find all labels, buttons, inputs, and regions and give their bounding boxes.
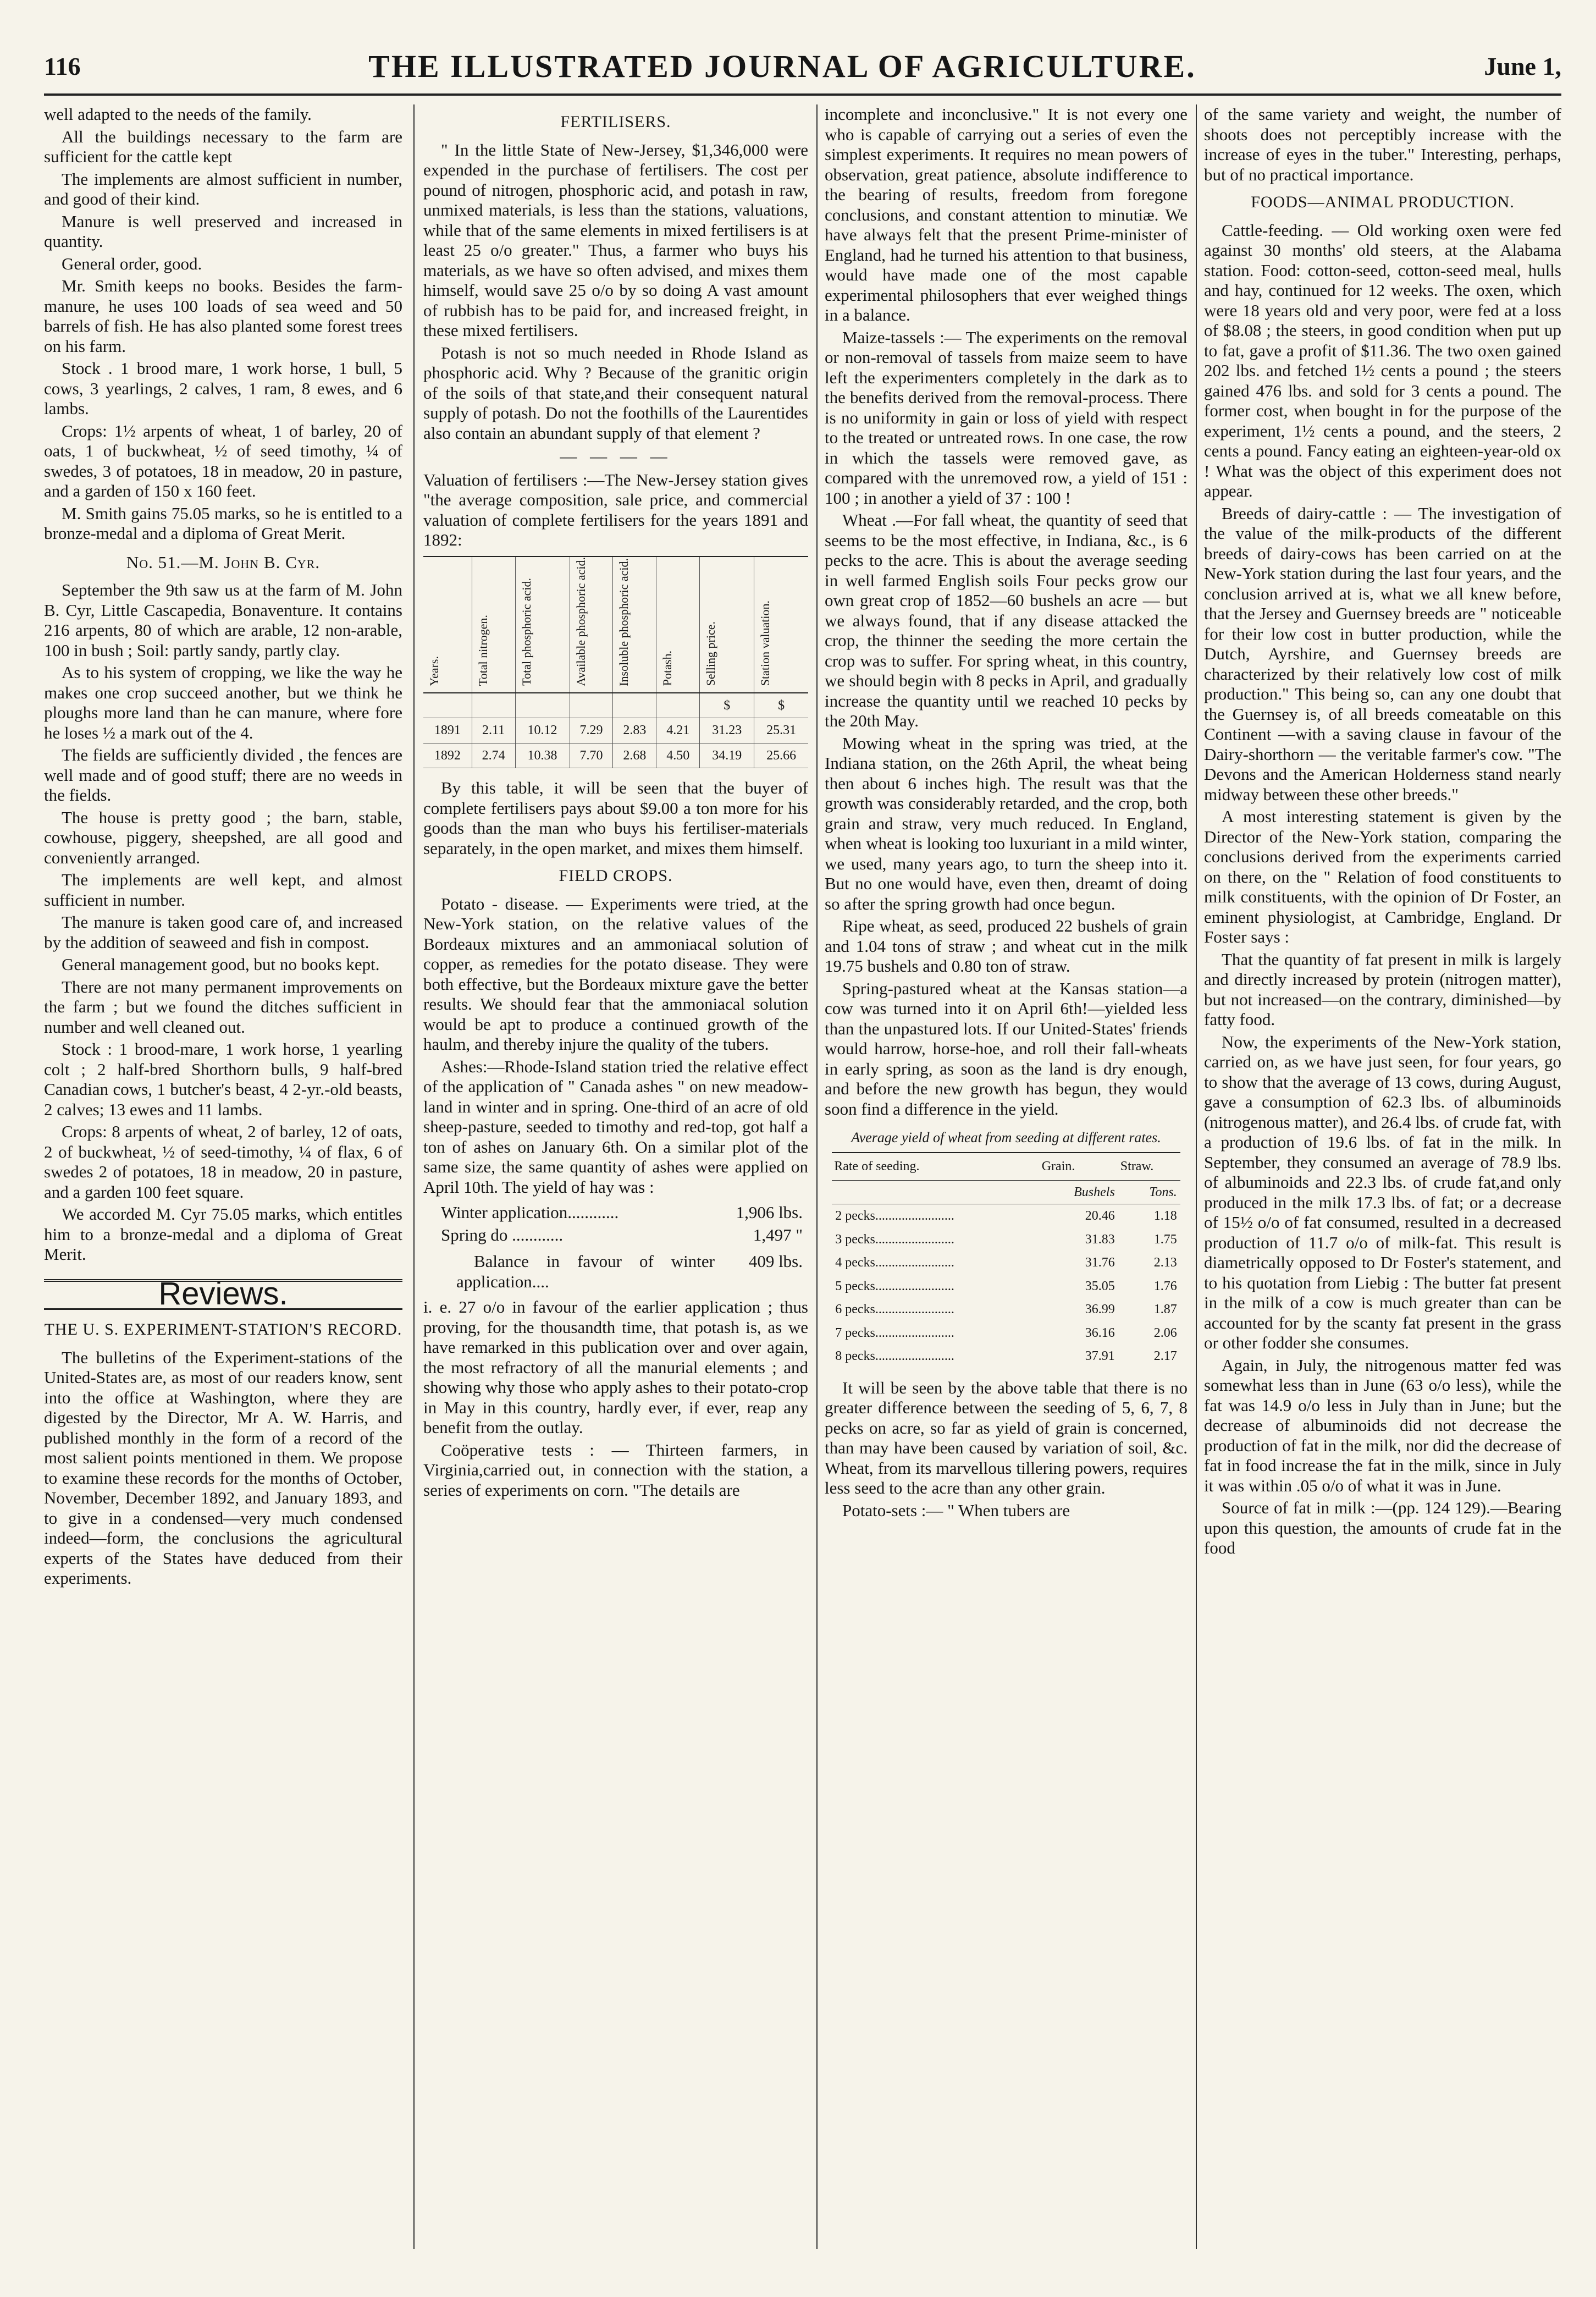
table-unit: Bushels [1040,1180,1118,1204]
paragraph: M. Smith gains 75.05 marks, so he is entitled to a bronze-medal and a diploma of Great Merit. [44,503,402,543]
table-header-label: Years. [427,656,441,686]
record-intro [44,1348,402,1589]
farm-report-smith [44,104,402,544]
separator: — — — — [560,447,672,466]
valuation-conclusion [423,778,808,858]
table-row [423,743,808,768]
paragraph: Wheat .—For fall wheat, the quantity of seed that seems to be the most effective, in Indiana, &c., is 6 pecks to the acre. This is about the average seeding in well farmed English soils Four pecks grow our own great crop of 1852—60 bushels an acre — but we always found, that if any disease attacked the crop, the thinner the seeding the more certain the crop was to suffer. For spring wheat, in this country, we should begin with 8 pecks in April, and gradually increase the quantity until we reached 10 pecks by the 20th May. [825,510,1188,730]
table-header-label: Available phosphoric acid. [573,557,588,686]
table-row [832,1321,1180,1345]
table-unit [423,693,472,718]
paragraph: The fields are sufficiently divided , the fences are well made and of good stuff; there are no weeds in the fields. [44,745,402,805]
table-cell: 1.18 [1153,1209,1177,1223]
paragraph: Manure is well preserved and increased in quantity. [44,211,402,251]
section-heading-record: THE U. S. EXPERIMENT-STATION'S RECORD. [44,1320,402,1338]
table-cell: 37.91 [1085,1349,1115,1363]
table-cell: 25.66 [754,743,808,768]
field-crops-continued [825,104,1188,1119]
table-cell: 2.11 [472,718,515,743]
table-cell: 2.13 [1153,1255,1177,1270]
paragraph: Potash is not so much needed in Rhode Island as phosphoric acid. Why ? Because of the granitic origin of the soils of that state,and their consequent natural supply of potash. Do not the foothills of the Laurentides also contain an abundant supply of that element ? [423,343,808,443]
wheat-conclusion [825,1378,1188,1521]
paragraph: incomplete and inconclusive." It is not every one who is capable of carrying out a series of even the simplest experiments. It requires no mean powers of observation, great patience, absolute indifference to the bearing of results, freedom from foregone conclusions, and constant attention to minutiæ. We have always felt that the present Prime-minister of England, had he turned his attention to that business, would have made one of the most capable experimental philosophers that ever weighed things in a balance. [825,104,1188,324]
journal-title: THE ILLUSTRATED JOURNAL OF AGRICULTURE. [368,48,1196,84]
table-header-label: Selling price. [704,621,718,686]
table-cell: 10.12 [515,718,570,743]
table-header [754,557,808,693]
table-cell: 20.46 [1085,1209,1115,1223]
table-cell: 2.74 [472,743,515,768]
table-cell: 36.16 [1085,1325,1115,1340]
table-cell: 1.75 [1153,1232,1177,1247]
table-cell: 31.76 [1085,1255,1115,1270]
paragraph: The implements are well kept, and almost sufficient in number. [44,870,402,910]
paragraph: Mr. Smith keeps no books. Besides the farm-manure, he uses 100 loads of sea weed and 50 barrels of fish. He has also planted some forest trees on his farm. [44,276,402,356]
hay-row-spring: Spring do ............ 1,497 " [441,1225,803,1244]
table-header [472,557,515,693]
table-row [832,1204,1180,1228]
fertilisers-text [423,140,808,444]
paragraph: A most interesting statement is given by the Director of the New-York station, comparing the conclusions derived from the experiments carried on there, on the " Relation of food constituents to milk constituents, with the opinion of Dr Foster, an eminent physiologist, at Cambridge, England. Dr Foster says : [1204,807,1561,946]
table-cell: 1.76 [1153,1279,1177,1293]
paragraph: Stock . 1 brood mare, 1 work horse, 1 bull, 5 cows, 3 yearlings, 2 calves, 1 ram, 8 ewes, and 6 lambs. [44,359,402,418]
paragraph: Mowing wheat in the spring was tried, at the Indiana station, on the 26th April, the wheat being then about 6 inches high. The result was that the growth was considerably retarded, and the crop, both grain and straw, very much reduced. In England, when wheat is looking too luxuriant in a mild winter, we used, many years ago, to turn the sheep into it. But no one would have, even then, dreamt of doing so after the spring growth had once begun. [825,733,1188,913]
paragraph: Source of fat in milk :—(pp. 124 129).—Bearing upon this question, the amounts of crude fat in the food [1204,1498,1561,1557]
paragraph: Breeds of dairy-cattle : — The investigation of the value of the milk-products of the different breeds of dairy-cows has been carried on at the New-York station during the last four years, and the conclusion arrived at is, what we all knew before, that the Jersey and Guernsey breeds are " noticeable for their low cost in butter production, while the Dutch, Ayrshire, and Guernsey breeds are characterized by their relatively low cost of milk production." This being so, can any one doubt that the Guernsey is, of all breeds comeatable on this Continent —with a saving clause in favour of the Dairy-shorthorn — the veritable farmer's cow. "The Devons and the American Holderness stand nearly midway between these other breeds." [1204,503,1561,804]
paragraph: The bulletins of the Experiment-stations of the United-States are, as most of our readers know, sent into the office at Washington, where they are digested by the Director, Mr A. W. Harris, and published monthly in the form of a record of the most salient points mentioned in them. We propose to examine these records for the months of October, November, December 1892, and January 1893, and to give in a condensed—very much condensed indeed—form, the conclusions the agricultural experts of the States have deduced from their experiments. [44,1347,402,1588]
table-header [613,557,656,693]
column-3 [825,104,1188,2266]
paragraph: Again, in July, the nitrogenous matter fed was somewhat less than in June (63 o/o less), while the fat was 14.9 o/o less in July than in June; but the decrease of albuminoids did not decrease the production of fat in the milk, nor did the decrease of fat in food increase the fat in the milk, since in July it was within .05 o/o of what it was in June. [1204,1355,1561,1495]
table-cell: 1.87 [1153,1302,1177,1316]
field-crops-text [423,894,808,1198]
table-cell: 1891 [423,718,472,743]
paragraph: Cattle-feeding. — Old working oxen were fed against 30 months' old steers, at the Alabama station. Food: cotton-seed, cotton-seed meal, hulls and hay, continued for 12 weeks. The oxen, which were 18 years old and very poor, were fed at a loss of $8.08 ; the steers, in good condition when put up to fat, gave a profit of $11.36. The two oxen gained 202 lbs. and fetched 1½ cents a pound ; the steers gained 476 lbs. and sold for 3 cents a pound. The former cost, when bought in for the purpose of the experiment, 1½ cents a pound, and the steers, 2 cents a pound. Fancy eating an eighteen-year-old ox ! What was the object of this experiment does not appear. [1204,220,1561,500]
valuation-table [423,556,808,769]
table-header [423,557,472,693]
column-rule [1196,104,1197,2249]
table-cell: 7.70 [570,743,613,768]
table-cell: 35.05 [1085,1279,1115,1293]
table-cell: 1892 [423,743,472,768]
column-1 [44,104,402,2266]
field-crops-text-end [423,1297,808,1500]
table-cell: 5 pecks........................ [835,1279,954,1293]
page-number: 116 [44,52,81,80]
table-cell: 31.83 [1085,1232,1115,1247]
table-row [832,1275,1180,1298]
table-header [656,557,700,693]
wheat-table-caption: Average yield of wheat from seeding at different rates. [851,1130,1161,1145]
paragraph: General order, good. [62,254,202,273]
paragraph: Ashes:—Rhode-Island station tried the relative effect of the application of " Canada ashes " on new meadow-land in winter and in spring. One-third of an acre of old sheep-pasture, seeded to timothy and red-top, got half a ton of ashes on January 6th. On a similar plot of the same size, the same quantity of ashes were applied on April 10th. The yield of hay was : [423,1056,808,1197]
section-heading-foods: FOODS—ANIMAL PRODUCTION. [1251,193,1515,211]
table-cell: 4.21 [656,718,700,743]
paragraph: of the same variety and weight, the number of shoots does not perceptibly increase with the increase of eyes in the tuber." Interesting, perhaps, but of no practical importance. [1204,104,1561,184]
paragraph: The house is pretty good ; the barn, stable, cowhouse, piggery, sheepshed, are all good and conveniently arranged. [44,807,402,867]
paragraph: Crops: 8 arpents of wheat, 2 of barley, 12 of oats, 2 of buckwheat, ½ of seed-timothy, ¼ of flax, 6 of swedes 2 of potatoes, 18 in meadow, 20 in pasture, and a garden 100 feet square. [44,1122,402,1202]
table-cell: 7.29 [570,718,613,743]
table-row [832,1345,1180,1368]
paragraph: By this table, it will be seen that the buyer of complete fertilisers pays about $9.00 a ton more for his goods than the man who buys his fertiliser-materials separately, in the open market, and mixes them himself. [423,778,808,858]
paragraph: Stock : 1 brood-mare, 1 work horse, 1 yearling colt ; 2 half-bred Shorthorn bulls, 9 half-bred Canadian cows, 1 butcher's beast, 4 2-yr.-old beasts, 2 calves; 13 ewes and 11 lambs. [44,1039,402,1119]
table-cell: 2.83 [613,718,656,743]
table-unit [472,693,515,718]
table-row [423,718,808,743]
paragraph: General management good, but no books kept. [62,955,380,974]
paragraph: As to his system of cropping, we like the way he makes one crop succeed another, but we think he ploughs more land than he can manure, where fore he loses ½ a mark out of the 4. [44,663,402,742]
table-cell: 10.38 [515,743,570,768]
section-heading-fertilisers: FERTILISERS. [560,113,671,131]
table-unit: Tons. [1118,1180,1180,1204]
table-header-label: Total phosphoric acid. [519,578,533,686]
table-header: Straw. [1118,1153,1180,1180]
table-cell: 3 pecks........................ [835,1232,954,1247]
valuation-paragraph: Valuation of fertilisers :—The New-Jersey station gives "the average composition, sale price, and commercial valuation of complete fertilisers for the years 1891 and 1892: [423,470,808,549]
table-header: Grain. [1040,1153,1118,1180]
paragraph: It will be seen by the above table that there is no greater difference between the seeding of 5, 6, 7, 8 pecks on acre, so far as yield of grain is concerned, than may have been caused by variation of soil, &c. Wheat, from its marvellous tillering powers, requires less seed to the acre than any other grain. [825,1378,1188,1497]
page-header [44,38,1561,96]
paragraph: well adapted to the needs of the family. [44,104,312,124]
hay-yield-block [423,1203,803,1292]
table-cell: 4 pecks........................ [835,1255,954,1270]
table-header: Rate of seeding. [832,1153,1040,1180]
table-row [832,1298,1180,1321]
hay-row-winter: Winter application............ 1,906 lbs. [441,1203,803,1222]
table-cell: 2.06 [1153,1325,1177,1340]
paragraph: Potato - disease. — Experiments were tried, at the New-York station, on the relative values of the Bordeaux mixtures and an ammoniacal solution of copper, as remedies for the potato disease. They were both effective, but the Bordeaux mixture gave the better results. We should fear that the ammoniacal solution would be apt to produce a continued growth of the haulm, and thereby injure the quality of the tubers. [423,894,808,1054]
table-cell: 2 pecks........................ [835,1209,954,1223]
potato-sets-continued [1204,104,1561,185]
table-header [515,557,570,693]
farm-report-cyr [44,580,402,1265]
paragraph: We accorded M. Cyr 75.05 marks, which entitles him to a bronze-medal and a diploma of Great Merit. [44,1204,402,1264]
table-unit [832,1180,1040,1204]
hay-row-balance: Balance in favour of winter application.... 409 lbs. [456,1252,803,1291]
paragraph: Now, the experiments of the New-York station, carried on, as we have just seen, for four years, go to show that the average of 13 cows, during August, gave a consumption of 62.3 lbs. of albuminoids (nitrogenous matter), and 26.4 lbs. of crude fat, with a production of 19.6 lbs. of fat in the milk. In September, they consumed an average of 78.9 lbs. of albuminoids and 22.3 lbs. of crude fat,and only produced in the milk 17.3 lbs. of fat; or a decrease of 15½ o/o of fat consumed, resulted in a decreased production of 11.7 o/o of milk-fat. This result is diametrically opposed to Dr Foster's statement, and to his quotation from Liebig : The butter fat present in the milk of a cow is much greater than can be accounted for by the scanty fat present in the grass or other fodder she consumes. [1204,1032,1561,1352]
table-unit [515,693,570,718]
table-cell: 4.50 [656,743,700,768]
paragraph: Spring-pastured wheat at the Kansas station—a cow was turned into it on April 6th!—yielded less than the unpastured lots. If our United-States' friends would harrow, horse-hoe, and roll their fall-wheats in early spring, as soon as the land is dry enough, and before the new growth has begun, they would soon find a difference in the yield. [825,978,1188,1119]
paragraph: Ripe wheat, as seed, produced 22 bushels of grain and 1.04 tons of straw ; and wheat cut in the milk 19.75 bushels and 0.80 ton of straw. [825,916,1188,976]
table-header-label: Total nitrogen. [476,615,490,686]
table-header [700,557,754,693]
table-cell: 8 pecks........................ [835,1349,954,1363]
reviews-banner: Reviews. [44,1279,402,1310]
table-header-label: Potash. [660,651,675,686]
column-rule [413,104,415,2249]
section-heading-field-crops: FIELD CROPS. [559,867,673,885]
paragraph: The implements are almost sufficient in number, and good of their kind. [44,169,402,208]
table-row [832,1251,1180,1275]
table-unit: $ [754,693,808,718]
column-rule [816,104,818,2249]
table-header-label: Insoluble phosphoric acid. [617,558,631,686]
paragraph: Potato-sets :— " When tubers are [842,1500,1070,1520]
paragraph: i. e. 27 o/o in favour of the earlier application ; thus proving, for the thousandth time, that potash is, as we have remarked in this publication over and over again, the most refractory of all the manurial elements ; and showing why those who apply ashes to their potato-crop in May in this country, hardly ever, if ever, reap any benefit from the outlay. [423,1297,808,1437]
table-cell: 2.68 [613,743,656,768]
foods-text [1204,221,1561,1558]
wheat-yield-table [832,1152,1180,1368]
paragraph: That the quantity of fat present in milk is largely and directly increased by protein (nitrogen matter), but not increased—on the contrary, diminished—by fatty food. [1204,949,1561,1029]
table-unit [570,693,613,718]
paragraph: September the 9th saw us at the farm of M. John B. Cyr, Little Cascapedia, Bonaventure. It contains 216 arpents, 80 of which are arable, 12 non-arable, 100 in bush ; Soil: partly sandy, partly clay. [44,580,402,660]
table-row [832,1228,1180,1252]
paragraph: Maize-tassels :— The experiments on the removal or non-removal of tassels from maize seem to have left the experimenters completely in the dark as to the benefits derived from the removal-process. There is no uniformity in gain or loss of yield with respect to the treated or untreated rows. In one case, the row in which the tassels were removed gave, as compared with the unremoved row, a yield of 151 : 100 ; in another a yield of 37 : 100 ! [825,327,1188,508]
column-4 [1204,104,1561,2266]
paragraph: " In the little State of New-Jersey, $1,346,000 were expended in the purchase of fertilisers. The cost per pound of nitrogen, phosphoric acid, and potash in raw, unmixed materials, is less than the stations, valuations, while that of the same elements in mixed fertilisers is at least 25 o/o greater." Thus, a farmer who buys his materials, as we have so often advised, and mixes them himself, would save 25 o/o by so doing A vast amount of rubbish has to be paid for, and increased freight, in these mixed fertilisers. [423,140,808,340]
paragraph: Coöperative tests : — Thirteen farmers, in Virginia,carried out, in connection with the station, a series of experiments on corn. "The details are [423,1440,808,1500]
table-cell: 25.31 [754,718,808,743]
section-heading-cyr: No. 51.—M. John B. Cyr. [126,552,321,572]
table-cell: 36.99 [1085,1302,1115,1316]
paragraph: Crops: 1½ arpents of wheat, 1 of barley, 20 of oats, 1 of buckwheat, ½ of seed timothy, ¼ of swedes, 3 of potatoes, 18 in meadow, 20 in pasture, and a garden of 150 x 160 feet. [44,421,402,500]
table-header-label: Station valuation. [758,601,772,686]
table-unit: $ [700,693,754,718]
paragraph: All the buildings necessary to the farm are sufficient for the cattle kept [44,126,402,166]
table-unit [656,693,700,718]
column-2 [423,104,808,2266]
table-cell: 2.17 [1153,1349,1177,1363]
issue-date: June 1, [1484,52,1561,80]
paragraph: The manure is taken good care of, and increased by the addition of seaweed and fish in compost. [44,912,402,952]
table-cell: 6 pecks........................ [835,1302,954,1316]
paragraph: There are not many permanent improvements on the farm ; but we found the ditches sufficient in number and well cleaned out. [44,977,402,1037]
table-cell: 7 pecks........................ [835,1325,954,1340]
table-cell: 31.23 [700,718,754,743]
table-unit [613,693,656,718]
table-cell: 34.19 [700,743,754,768]
table-header [570,557,613,693]
